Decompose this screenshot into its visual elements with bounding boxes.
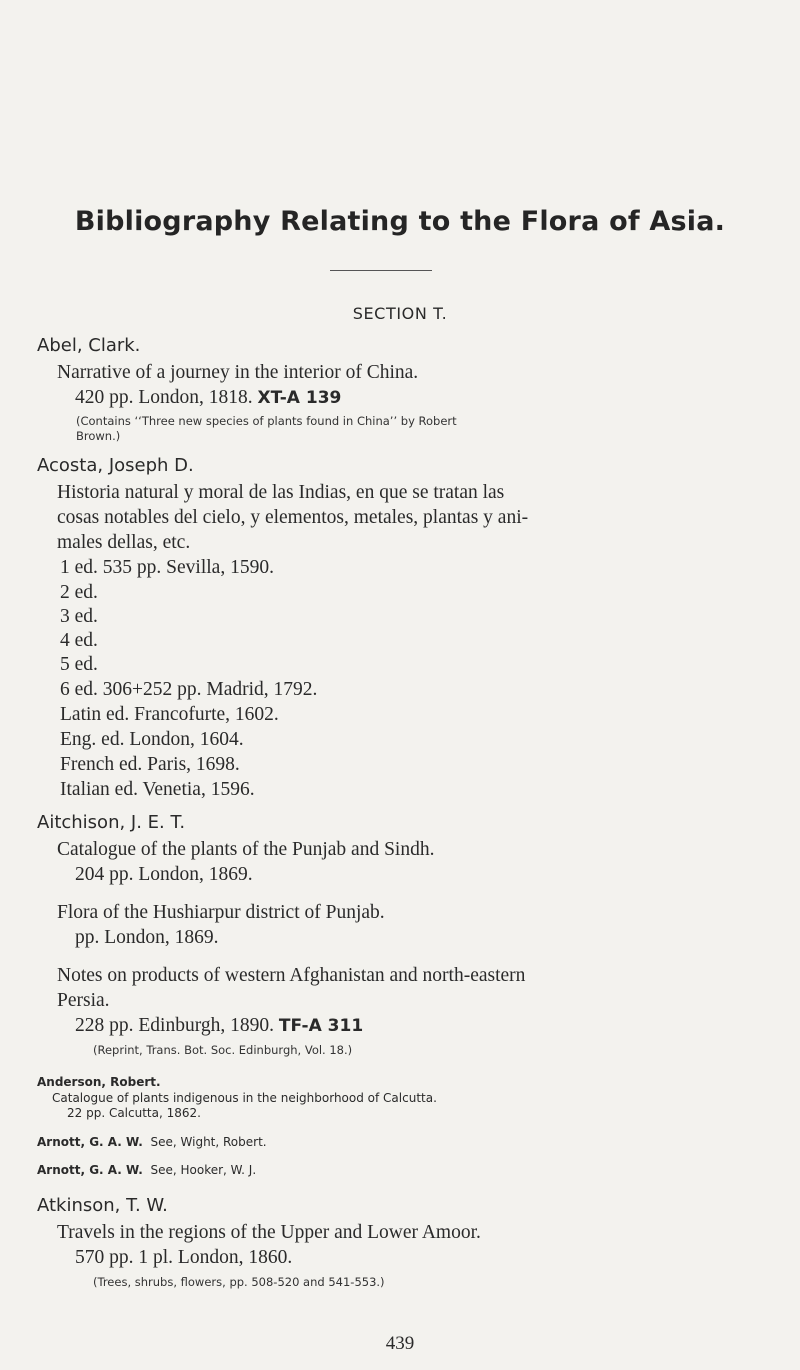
entry-title-atkinson: Travels in the regions of the Upper and Lower Amoor.	[57, 1222, 481, 1243]
edition-5: 5 ed.	[60, 654, 98, 675]
entry-note-abel-1: (Contains ‘‘Three new species of plants found in China’’ by Robert	[76, 414, 457, 428]
entry-title-aitchison-2: Flora of the Hushiarpur district of Punjab.	[57, 902, 385, 923]
entry-author-atkinson: Atkinson, T. W.	[37, 1195, 168, 1216]
entry-author-arnott-2: Arnott, G. A. W.	[37, 1163, 143, 1177]
call-number: XT-A 139	[257, 388, 342, 408]
cross-reference: See, Wight, Robert.	[150, 1135, 267, 1149]
entry-arnott-1	[37, 1135, 267, 1149]
entry-title-aitchison-3b: Persia.	[57, 990, 110, 1011]
entry-note-abel-2: Brown.)	[76, 429, 121, 443]
page-number: 439	[385, 1333, 415, 1354]
edition-4: 4 ed.	[60, 630, 98, 651]
entry-author-abel: Abel, Clark.	[37, 335, 141, 356]
edition-2: 2 ed.	[60, 582, 98, 603]
call-number: TF-A 311	[278, 1016, 364, 1036]
edition-english: Eng. ed. London, 1604.	[60, 729, 244, 750]
entry-note-aitchison: (Reprint, Trans. Bot. Soc. Edinburgh, Vol. 18.)	[93, 1043, 353, 1057]
imprint-text: 420 pp. London, 1818.	[75, 387, 258, 408]
edition-6: 6 ed. 306+252 pp. Madrid, 1792.	[60, 679, 318, 700]
entry-title-acosta-3: males dellas, etc.	[57, 532, 191, 553]
entry-arnott-2	[37, 1163, 256, 1177]
edition-1: 1 ed. 535 pp. Sevilla, 1590.	[60, 557, 274, 578]
edition-french: French ed. Paris, 1698.	[60, 754, 240, 775]
cross-reference: See, Hooker, W. J.	[150, 1163, 257, 1177]
edition-latin: Latin ed. Francofurte, 1602.	[60, 704, 279, 725]
entry-note-atkinson: (Trees, shrubs, flowers, pp. 508-520 and 541-553.)	[93, 1275, 385, 1289]
entry-author-aitchison: Aitchison, J. E. T.	[37, 812, 186, 833]
entry-title-acosta-2: cosas notables del cielo, y elementos, metales, plantas y ani-	[57, 507, 529, 528]
entry-imprint-abel	[75, 387, 341, 409]
edition-italian: Italian ed. Venetia, 1596.	[60, 779, 255, 800]
entry-imprint-aitchison-1: 204 pp. London, 1869.	[75, 864, 253, 885]
title-divider	[330, 270, 432, 271]
entry-imprint-aitchison-2: pp. London, 1869.	[75, 927, 219, 948]
entry-title-abel: Narrative of a journey in the interior of China.	[57, 362, 419, 383]
entry-imprint-anderson: 22 pp. Calcutta, 1862.	[67, 1106, 201, 1120]
edition-3: 3 ed.	[60, 606, 98, 627]
entry-title-acosta-1: Historia natural y moral de las Indias, en que se tratan las	[57, 482, 505, 503]
entry-author-anderson: Anderson, Robert.	[37, 1075, 161, 1089]
entry-imprint-atkinson: 570 pp. 1 pl. London, 1860.	[75, 1247, 293, 1268]
entry-title-aitchison-1: Catalogue of the plants of the Punjab and Sindh.	[57, 839, 435, 860]
imprint-text: 228 pp. Edinburgh, 1890.	[75, 1015, 279, 1036]
entry-author-arnott-1: Arnott, G. A. W.	[37, 1135, 143, 1149]
page-title: Bibliography Relating to the Flora of Asia.	[74, 206, 726, 237]
entry-author-acosta: Acosta, Joseph D.	[37, 455, 194, 476]
section-heading: SECTION T.	[352, 304, 448, 323]
entry-title-anderson: Catalogue of plants indigenous in the neighborhood of Calcutta.	[52, 1091, 437, 1105]
entry-title-aitchison-3a: Notes on products of western Afghanistan and north-eastern	[57, 965, 526, 986]
entry-imprint-aitchison-3	[75, 1015, 363, 1037]
